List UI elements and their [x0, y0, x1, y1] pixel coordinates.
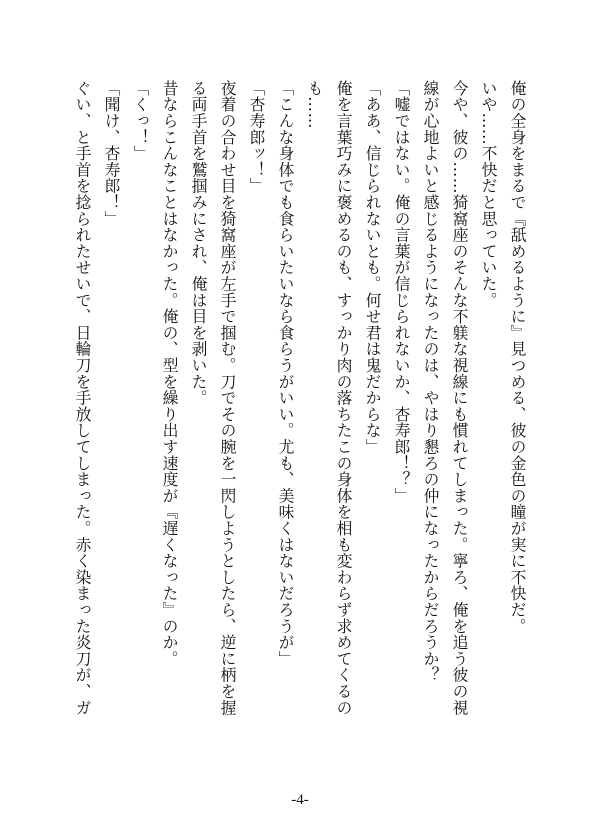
text-line-10: 「杏寿郎ッ！」 — [247, 80, 266, 195]
text-line-5: 「嘘ではない。俺の言葉が信じられないか、杏寿郎！？」 — [392, 80, 411, 504]
text-line-13: 昔ならこんなことはなかった。俺の、型を繰り出す速度が『遅くなった』のか。 — [160, 80, 179, 667]
text-line-6: 「ああ、信じられないとも。何せ君は鬼だからな」 — [363, 80, 382, 455]
text-line-9: 「こんな身体でも食らいたいなら食らうがいい。尤も、美味くはないだろうが」 — [276, 80, 295, 667]
text-line-15: 「聞け、杏寿郎！」 — [102, 80, 121, 227]
text-line-16: ぐい、と手首を捻られたせいで、日輪刀を手放してしまった。赤く染まった炎刀が、ガ — [73, 80, 92, 716]
text-line-7: 俺を言葉巧みに褒めるのも、すっかり肉の落ちたこの身体を相も変わらず求めてくるの — [334, 80, 353, 716]
vertical-text-body — [68, 80, 532, 770]
text-line-1: 俺の全身をまるで『舐めるように』見つめる、彼の金色の瞳が実に不快だ。 — [508, 80, 527, 635]
text-line-3: 今や、彼の……猗窩座のそんな不躾な視線にも慣れてしまった。寧ろ、俺を追う彼の視 — [450, 80, 469, 716]
text-line-11: 夜着の合わせ目を猗窩座が左手で掴む。刀でその腕を一閃しようとしたら、逆に柄を握 — [218, 80, 237, 716]
text-line-12: る両手首を鷲掴みにされ、俺は目を剥いた。 — [189, 80, 208, 406]
text-line-8: も…… — [305, 80, 324, 129]
page-number: -4- — [291, 792, 309, 808]
text-line-2: いや……不快だと思っていた。 — [479, 80, 498, 309]
text-line-4: 線が心地よいと感じるようになったのは、やはり懇ろの仲になったからだろうか？ — [421, 80, 440, 684]
text-line-14: 「くっ！」 — [131, 80, 150, 162]
